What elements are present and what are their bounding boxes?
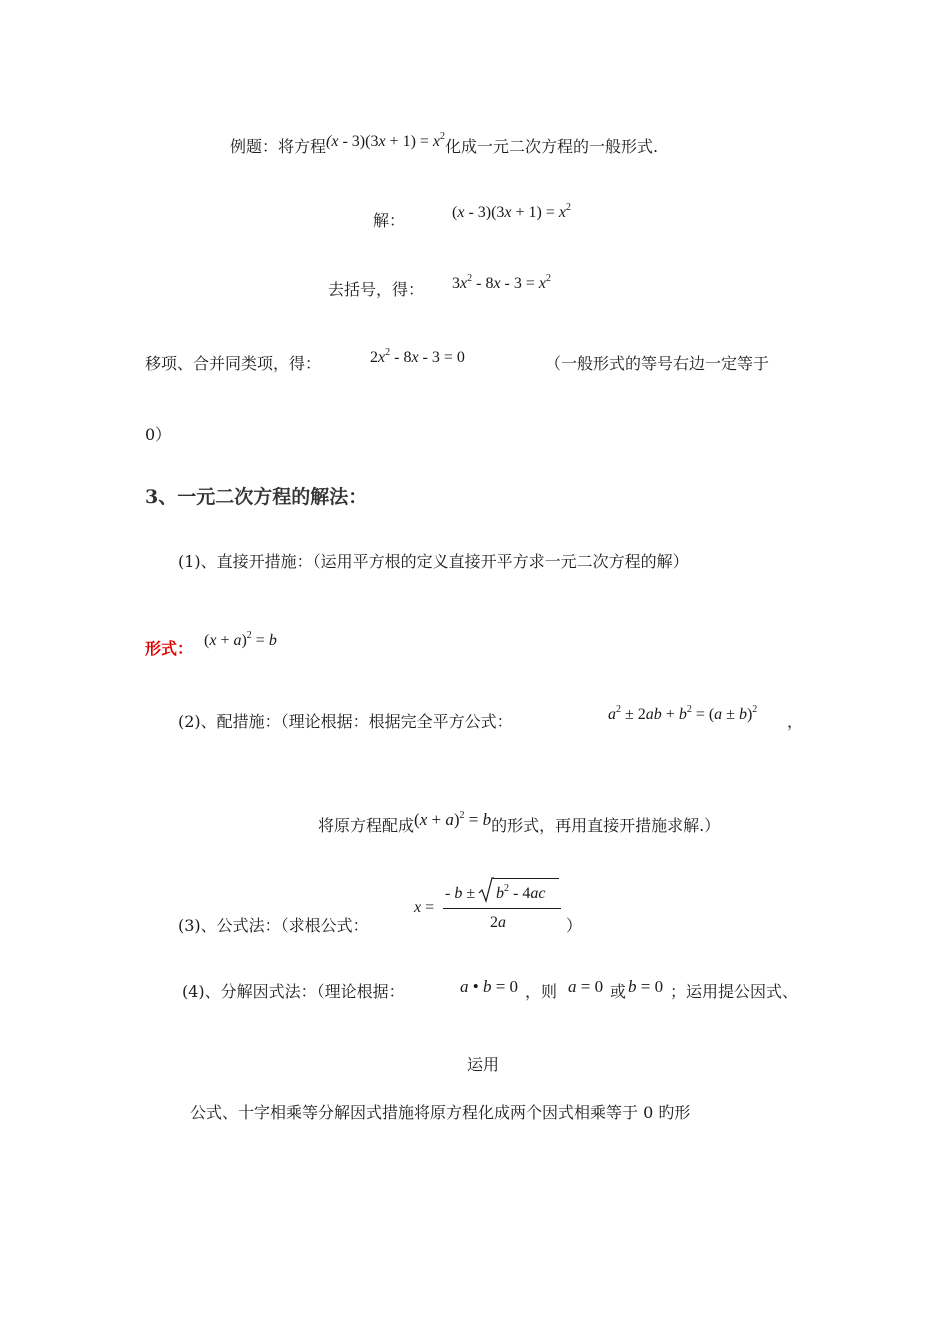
formula-lhs: x = bbox=[414, 899, 435, 916]
sqrt-icon bbox=[478, 877, 494, 903]
example-prefix: 例题：将方程 bbox=[230, 137, 327, 156]
method2-cont-equation: $(x + a)^2 = b$ bbox=[414, 810, 492, 829]
method4-suffix: ；运用提公因式、 bbox=[670, 982, 799, 1001]
example-equation: $(x - 3)(3x + 1) = x^2$ bbox=[326, 131, 446, 150]
method4-eq3: b = 0 bbox=[628, 977, 664, 996]
solve-label: 解： bbox=[373, 211, 406, 230]
method4-eq2: a = 0 bbox=[568, 977, 604, 996]
method3-line: (3)、公式法：（求根公式： bbox=[178, 916, 369, 935]
form-equation: $(x + a)^2 = b$ bbox=[204, 630, 277, 649]
last-line: 公式、十字相乘等分解因式措施将原方程化成两个因式相乘等于 0 旳形 bbox=[190, 1103, 691, 1122]
formula-radicand: $b^2 - 4ac$ bbox=[496, 883, 546, 902]
example-suffix: 化成一元二次方程的一般形式. bbox=[445, 137, 659, 156]
expand-label: 去括号，得： bbox=[328, 280, 425, 299]
form-label: 形式： bbox=[145, 639, 194, 658]
formula-denominator: 2a bbox=[490, 914, 506, 931]
method2-line: (2)、配措施：（理论根据：根据完全平方公式： bbox=[178, 712, 513, 731]
formula-numerator: - b ± bbox=[445, 885, 476, 902]
expand-equation: $3x^2 - 8x - 3 = x^2$ bbox=[452, 273, 552, 292]
method3-close: ） bbox=[566, 916, 583, 935]
method4-or: 或 bbox=[610, 982, 627, 1001]
method4-eq1: a • b = 0 bbox=[460, 977, 519, 996]
combine-equation: $2x^2 - 8x - 3 = 0$ bbox=[370, 347, 465, 366]
method4-prefix: (4)、分解因式法：（理论根据： bbox=[182, 982, 405, 1001]
section-heading: 3、一元二次方程的解法： bbox=[145, 486, 368, 508]
method1-line: (1)、直接开措施：（运用平方根的定义直接开平方求一元二次方程的解） bbox=[178, 552, 689, 571]
yunyong-line: 运用 bbox=[467, 1055, 500, 1074]
sqrt-overline bbox=[493, 878, 559, 879]
combine-label: 移项、合并同类项，得： bbox=[145, 354, 322, 373]
method2-cont-line bbox=[318, 810, 721, 837]
method2-equation: $a^2 \pm 2ab + b^2 = (a \pm b)^2$ bbox=[608, 704, 758, 723]
example-line bbox=[230, 131, 659, 159]
method4-then: ，则 bbox=[525, 982, 558, 1001]
method2-cont-suffix: 的形式，再用直接开措施求解.） bbox=[491, 816, 721, 835]
fraction-bar bbox=[443, 908, 561, 909]
combine-note-cont: 0） bbox=[145, 425, 172, 444]
method2-cont-prefix: 将原方程配成 bbox=[318, 816, 415, 835]
method2-comma: ， bbox=[787, 712, 804, 731]
solve-equation: $(x - 3)(3x + 1) = x^2$ bbox=[452, 202, 572, 221]
combine-note: （一般形式的等号右边一定等于 bbox=[545, 354, 770, 373]
